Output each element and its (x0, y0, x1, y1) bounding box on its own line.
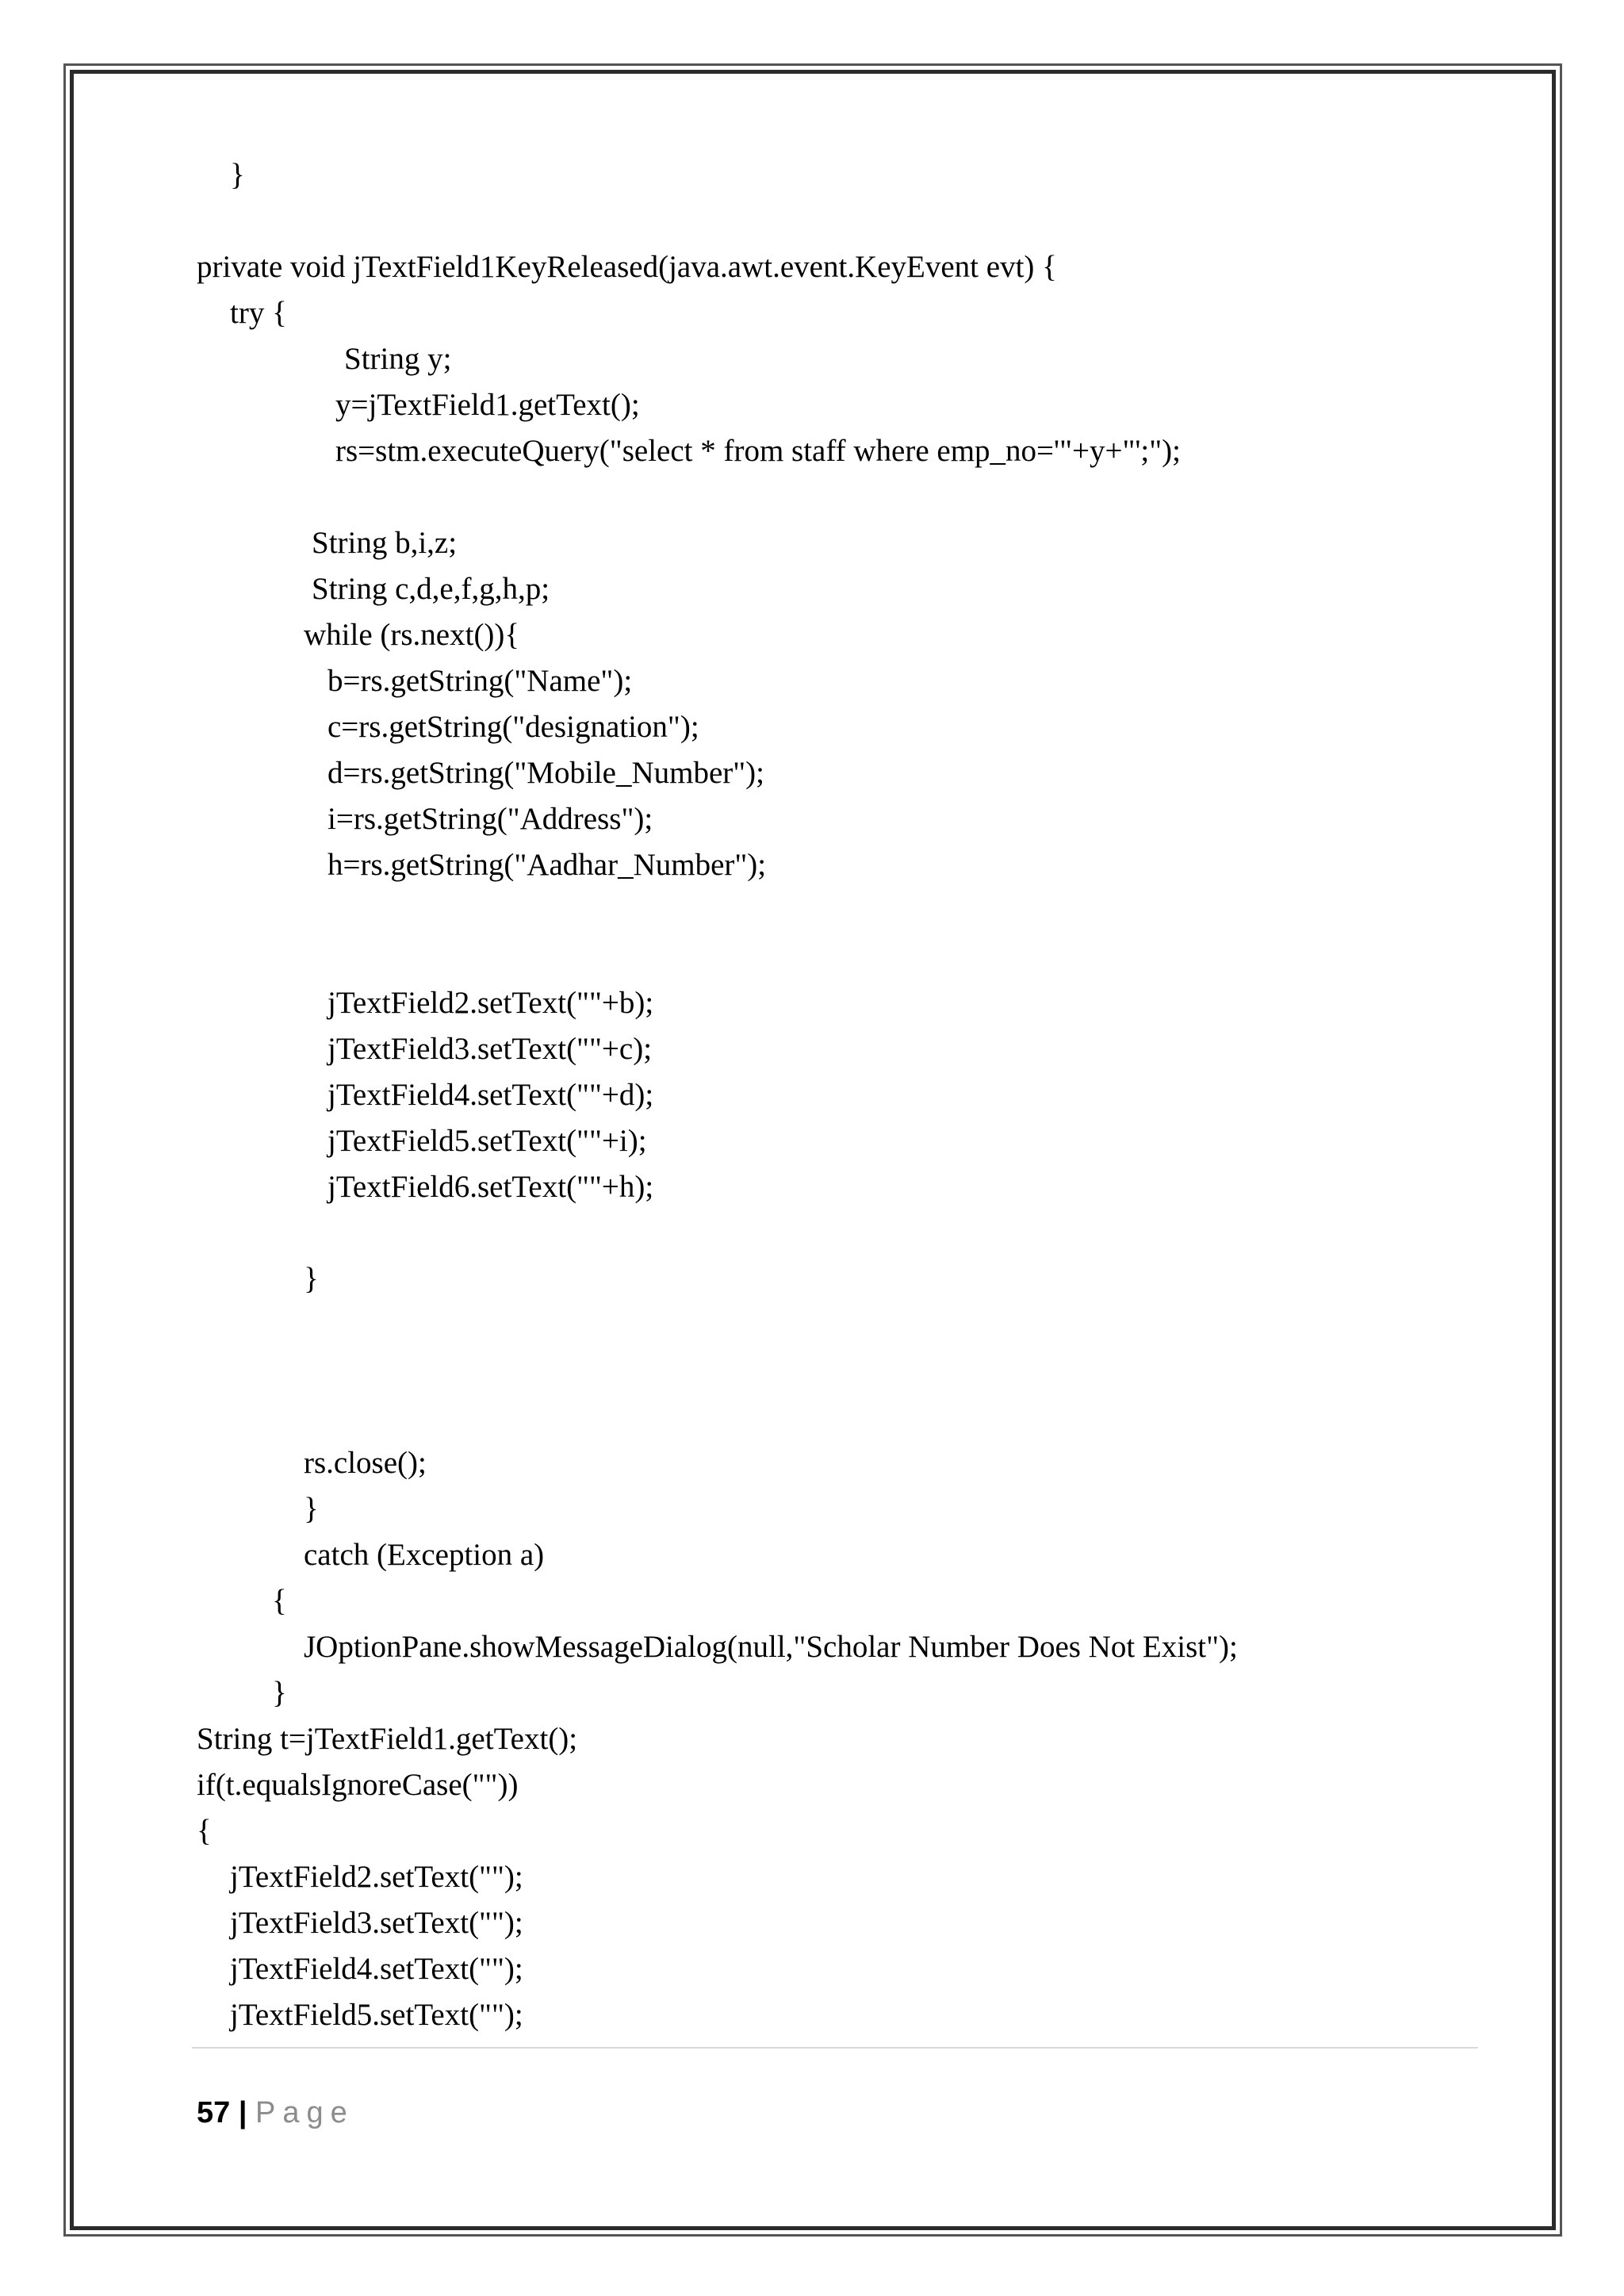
code-line: i=rs.getString("Address"); (327, 802, 653, 836)
page-label: Page (255, 2096, 354, 2129)
code-line: String b,i,z; (312, 526, 458, 560)
code-line: } (230, 158, 245, 192)
code-line: if(t.equalsIgnoreCase("")) (197, 1768, 519, 1802)
code-line: rs.close(); (304, 1446, 427, 1480)
code-line: jTextField4.setText(""); (230, 1952, 523, 1986)
code-line: String y; (344, 342, 452, 376)
code-line: rs=stm.executeQuery("select * from staff where emp_no='"+y+"';"); (335, 434, 1182, 468)
code-line: } (304, 1492, 319, 1526)
code-line: d=rs.getString("Mobile_Number"); (327, 756, 765, 790)
code-line: jTextField2.setText(""); (230, 1860, 523, 1894)
page-number: 57 (197, 2096, 231, 2129)
code-line: jTextField3.setText(""); (230, 1906, 523, 1940)
code-line: jTextField5.setText(""); (230, 1998, 523, 2032)
code-line: jTextField3.setText(""+c); (327, 1032, 653, 1066)
code-line: try { (230, 296, 287, 330)
code-line: } (272, 1676, 287, 1710)
code-line: while (rs.next()){ (304, 618, 520, 652)
code-line: { (197, 1814, 212, 1848)
code-line: jTextField6.setText(""+h); (327, 1170, 654, 1204)
code-line: } (304, 1262, 319, 1296)
code-line: String c,d,e,f,g,h,p; (312, 572, 550, 606)
code-line: y=jTextField1.getText(); (335, 388, 640, 422)
code-line: h=rs.getString("Aadhar_Number"); (327, 848, 767, 882)
code-line: String t=jTextField1.getText(); (197, 1722, 578, 1756)
code-line: c=rs.getString("designation"); (327, 710, 699, 744)
footer-divider (192, 2047, 1478, 2049)
code-line: b=rs.getString("Name"); (327, 664, 633, 698)
code-line: jTextField4.setText(""+d); (327, 1078, 654, 1112)
code-line: private void jTextField1KeyReleased(java.awt.event.KeyEvent evt) { (197, 250, 1057, 284)
code-line: jTextField2.setText(""+b); (327, 986, 654, 1020)
code-line: catch (Exception a) (304, 1538, 545, 1572)
code-line: JOptionPane.showMessageDialog(null,"Scholar Number Does Not Exist"); (304, 1630, 1238, 1664)
page-footer (197, 2094, 354, 2132)
code-line: jTextField5.setText(""+i); (327, 1124, 647, 1158)
page-separator: | (238, 2096, 247, 2129)
code-line: { (272, 1584, 287, 1618)
